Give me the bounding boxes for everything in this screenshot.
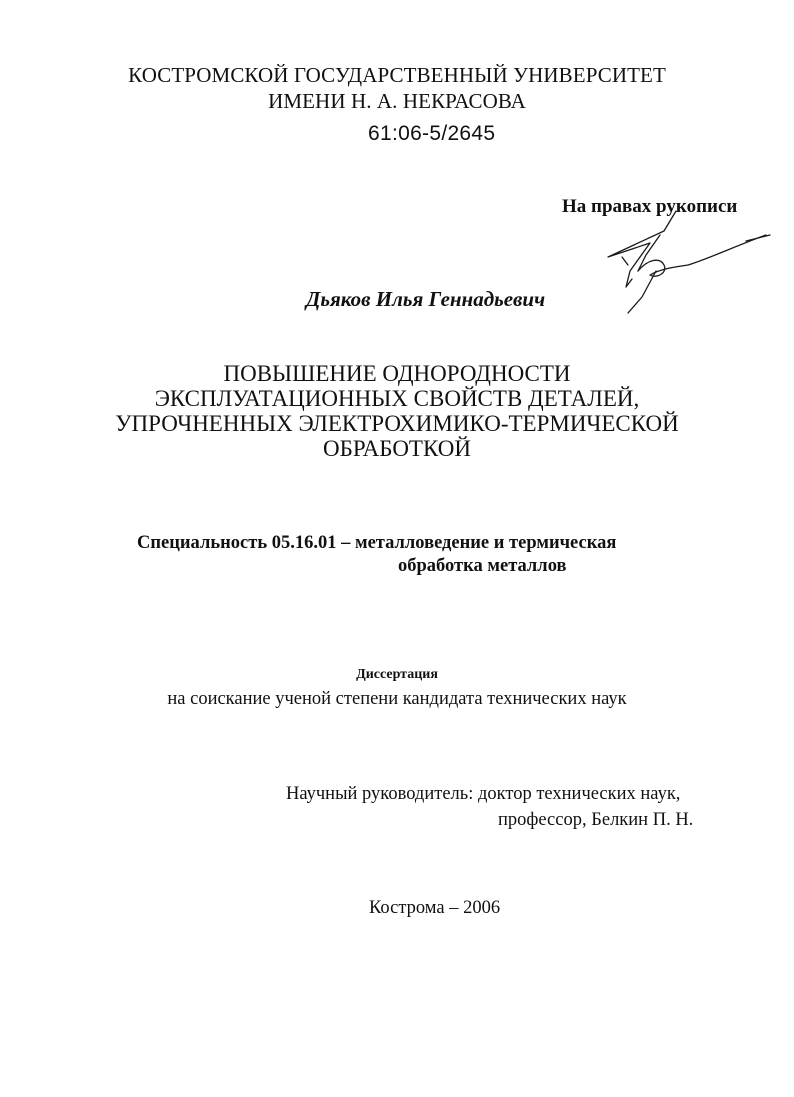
city-year: Кострома – 2006 — [369, 898, 501, 918]
dissertation-label: Диссертация — [356, 667, 438, 682]
specialty-line1: Специальность 05.16.01 – металловедение и термическая — [137, 533, 617, 553]
author-name: Дьяков Илья Геннадьевич — [306, 287, 546, 311]
specialty — [137, 532, 616, 578]
catalog-code: 61:06-5/2645 — [368, 122, 496, 145]
handwritten-signature — [598, 205, 773, 315]
university-name-line2: ИМЕНИ Н. А. НЕКРАСОВА — [268, 89, 526, 113]
university-name — [0, 62, 794, 114]
title-line2: ЭКСПЛУАТАЦИОННЫХ СВОЙСТВ ДЕТАЛЕЙ, — [154, 386, 640, 411]
title-line1: ПОВЫШЕНИЕ ОДНОРОДНОСТИ — [223, 361, 571, 386]
specialty-line2: обработка металлов — [398, 556, 567, 576]
supervisor-line1: Научный руководитель: доктор технических наук, — [286, 784, 681, 804]
title-line4: ОБРАБОТКОЙ — [323, 436, 471, 461]
supervisor — [286, 781, 693, 833]
university-name-line1: КОСТРОМСКОЙ ГОСУДАРСТВЕННЫЙ УНИВЕРСИТЕТ — [128, 63, 666, 87]
supervisor-line2: профессор, Белкин П. Н. — [498, 810, 694, 830]
dissertation-purpose: на соискание ученой степени кандидата технических наук — [167, 689, 627, 709]
title-line3: УПРОЧНЕННЫХ ЭЛЕКТРОХИМИКО-ТЕРМИЧЕСКОЙ — [115, 411, 679, 436]
dissertation-title — [0, 361, 794, 461]
manuscript-note: На правах рукописи — [562, 196, 738, 217]
